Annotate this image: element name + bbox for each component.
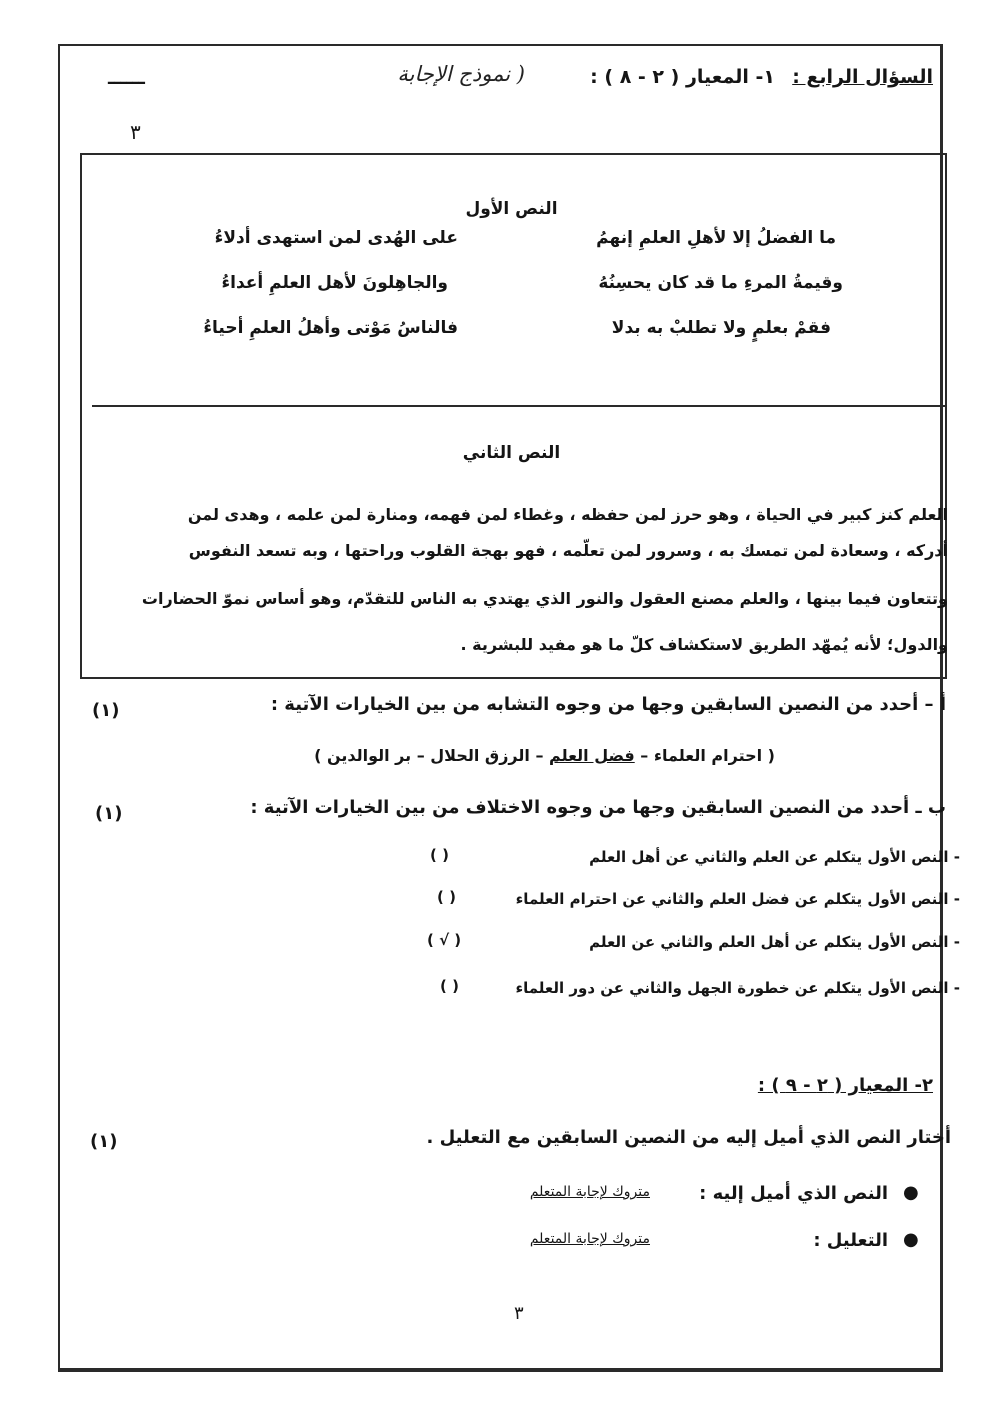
text2-line-1: العلم كنز كبير في الحياة ، وهو حرز لمن حفظه ، وغطاء لمن فهمه، ومنارة لمن علمه ، وهدى لمن [187,505,948,524]
option-3-box-checked[interactable]: ( √ ) [427,931,462,949]
option-4-box[interactable]: ( ) [440,977,459,995]
standard-2-label: ٢- المعيار ( ٢ - ٩ ) : [757,1075,933,1096]
verse-2-right: وقيمةُ المرءِ ما قد كان يحسِنُهُ [598,273,843,293]
field-1-answer: متروك لإجابة المتعلم [529,1184,650,1200]
option-4-text: - النص الأول يتكلم عن خطورة الجهل والثاني عن دور العلماء [515,979,960,997]
verse-1-right: ما الفضلُ إلا لأهلِ العلمِ إنهمُ [596,228,836,248]
verse-2-left: والجاهِلونَ لأهل العلمِ أعداءُ [221,273,448,293]
question-b-text: ب ـ أحدد من النصين السابقين وجها من وجوه الاختلاف من بين الخيارات الآتية : [250,797,946,818]
model-answer-label: ( نموذج الإجابة [397,62,525,86]
option-1-text: - النص الأول يتكلم عن العلم والثاني عن أهل العلم [589,848,960,866]
text2-line-2: أدركه ، وسعادة لمن تمسك به ، وسرور لمن تعلّمه ، فهو بهجة القلوب وراحتها ، وبه تسعد النفوس [188,541,948,560]
header-dash: ــــــ [108,68,145,89]
choices-open: ( احترام العلماء – [634,746,775,765]
option-3-text: - النص الأول يتكلم عن أهل العلم والثاني عن العلم [589,933,960,951]
corner-number: ٣ [130,120,141,144]
page-number: ٣ [514,1303,524,1324]
standard-2-mark: (١) [90,1131,118,1152]
text2-line-4: والدول؛ لأنه يُمهّد الطريق لاستكشاف كلّ ما هو مفيد للبشرية . [460,635,948,654]
text2-line-3: وتتعاون فيما بينها ، والعلم مصنع العقول والنور الذي يهتدي به الناس للتقدّم، وهو أساس نموّ الحضارات [141,589,948,608]
option-2-text: - النص الأول يتكلم عن فضل العلم والثاني عن احترام العلماء [515,890,960,908]
bullet-1: ● [903,1182,919,1203]
standard-1-label: ١- المعيار ( ٢ - ٨ ) : [590,66,775,88]
choices-close: – الرزق الحلال – بر الوالدين ) [314,746,550,765]
field-2-answer: متروك لإجابة المتعلم [529,1231,650,1247]
bullet-2: ● [903,1229,919,1250]
field-1-label: النص الذي أميل إليه : [699,1183,888,1204]
question-b-mark: (١) [95,803,123,824]
verse-3-right: فقمْ بعلمٍ ولا تطلبْ به بدلا [611,318,831,338]
verse-1-left: على الهُدى لمن استهدى أدلاءُ [214,228,458,248]
question-a-text: أ – أحدد من النصين السابقين وجها من وجوه التشابه من بين الخيارات الآتية : [270,694,946,715]
text2-title: النص الثاني [462,443,561,463]
text1-title: النص الأول [465,199,558,219]
verse-3-left: فالناسُ مَوْتى وأهلُ العلمِ أحياءُ [203,318,458,338]
texts-divider [92,405,945,407]
question-title: السؤال الرابع : [792,66,933,88]
correct-answer-underlined: فضل العلم [549,746,635,765]
question-a-choices [314,746,775,765]
option-1-box[interactable]: ( ) [430,846,449,864]
question-a-mark: (١) [92,700,120,721]
field-2-label: التعليل : [813,1230,888,1251]
option-2-box[interactable]: ( ) [437,888,456,906]
standard-2-question: أختار النص الذي أميل إليه من النصين السابقين مع التعليل . [426,1127,951,1148]
